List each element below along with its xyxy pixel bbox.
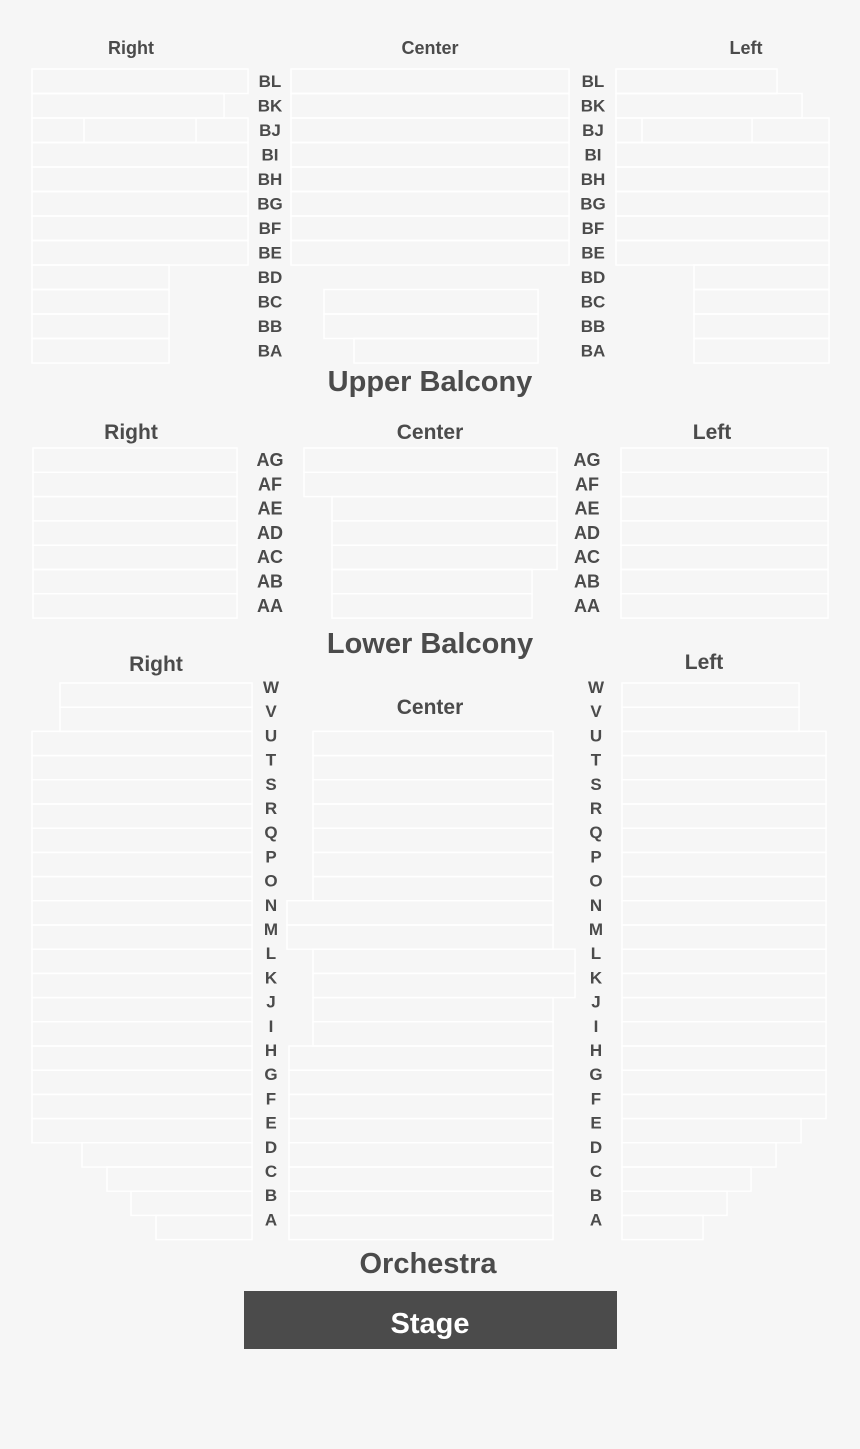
upper-left-row-BH[interactable] xyxy=(616,167,829,192)
upper-left-label-BJ: BJ xyxy=(582,121,604,140)
lower-center-row-AA[interactable] xyxy=(332,594,532,618)
orchestra-right-row-M[interactable] xyxy=(32,925,252,949)
lower-left-label-AG: AG xyxy=(573,450,601,470)
upper-left-row-BF[interactable] xyxy=(616,216,829,241)
upper-left-label-BL: BL xyxy=(581,72,605,91)
orchestra-left-row-S[interactable] xyxy=(622,780,826,804)
upper-right-row-BH[interactable] xyxy=(32,167,248,192)
orchestra-left-label-J: J xyxy=(591,992,601,1012)
upper-left-row-BE[interactable] xyxy=(616,241,829,266)
orchestra-left-row-U[interactable] xyxy=(622,731,826,755)
upper-center-row-BB[interactable] xyxy=(324,314,538,339)
orchestra-right-label-D: D xyxy=(264,1137,278,1157)
orchestra-header-center: Center xyxy=(396,696,464,719)
upper-right-row-BF[interactable] xyxy=(32,216,248,241)
upper-right-row-BL[interactable] xyxy=(32,69,248,94)
orchestra-right-row-K[interactable] xyxy=(32,973,252,997)
orchestra-right-row-J[interactable] xyxy=(32,998,252,1022)
orchestra-center-row-A[interactable] xyxy=(289,1215,553,1239)
lower-right-row-AF[interactable] xyxy=(33,472,237,496)
orchestra-left-row-O[interactable] xyxy=(622,877,826,901)
orchestra-left-row-C[interactable] xyxy=(622,1167,751,1191)
orchestra-center-row-I[interactable] xyxy=(313,1022,553,1046)
orchestra-right-label-F: F xyxy=(265,1089,277,1109)
lower-left-row-AA[interactable] xyxy=(621,594,828,618)
orchestra-left-row-R[interactable] xyxy=(622,804,826,828)
orchestra-left-row-P[interactable] xyxy=(622,852,826,876)
upper-left-label-BB: BB xyxy=(580,317,606,336)
upper-right-row-BE[interactable] xyxy=(32,241,248,266)
orchestra-center-row-O[interactable] xyxy=(313,877,553,901)
orchestra-left-label-T: T xyxy=(590,750,602,770)
orchestra-right-label-H: H xyxy=(264,1041,278,1060)
orchestra-right-label-S: S xyxy=(265,774,277,794)
orchestra-left-row-E[interactable] xyxy=(622,1119,801,1143)
orchestra-left-row-K[interactable] xyxy=(622,973,826,997)
lower-left-label-AD: AD xyxy=(574,522,600,543)
orchestra-left-label-F: F xyxy=(590,1089,602,1109)
upper-right-label-BD: BD xyxy=(257,268,283,287)
orchestra-center-row-Q[interactable] xyxy=(313,828,553,852)
orchestra-center-row-R[interactable] xyxy=(313,804,553,828)
upper-left-label-BG: BG xyxy=(580,194,606,214)
orchestra-left-row-N[interactable] xyxy=(622,901,826,925)
orchestra-title: Orchestra xyxy=(359,1248,497,1280)
upper-left-row-BA[interactable] xyxy=(694,339,829,364)
orchestra-left-label-H: H xyxy=(589,1041,603,1060)
orchestra-right-row-T[interactable] xyxy=(32,756,252,780)
upper-right-row-BD[interactable] xyxy=(32,265,169,290)
orchestra-center-row-E[interactable] xyxy=(289,1119,553,1143)
upper-center-row-BJ[interactable] xyxy=(291,118,569,143)
lower-right-label-AC: AC xyxy=(257,547,283,568)
orchestra-right-row-Q[interactable] xyxy=(32,828,252,852)
lower-balcony-title: Lower Balcony xyxy=(326,628,534,660)
upper-left-label-BC: BC xyxy=(580,292,606,312)
upper-right-label-BE: BE xyxy=(258,243,282,263)
upper-left-label-BA: BA xyxy=(580,341,606,361)
upper-left-label-BH: BH xyxy=(580,170,606,189)
upper-right-label-BF: BF xyxy=(258,219,282,238)
orchestra-left-label-I: I xyxy=(593,1016,599,1036)
lower-right-label-AE: AE xyxy=(257,498,283,519)
orchestra-center-row-T[interactable] xyxy=(313,756,553,780)
lower-right-row-AD[interactable] xyxy=(33,521,237,545)
orchestra-left-row-I[interactable] xyxy=(622,1022,826,1046)
orchestra-left-label-S: S xyxy=(590,774,602,794)
orchestra-right-label-C: C xyxy=(264,1162,278,1181)
orchestra-center-row-J[interactable] xyxy=(313,998,553,1022)
upper-center-row-BL[interactable] xyxy=(291,69,569,94)
lower-center-row-AB[interactable] xyxy=(332,570,532,594)
upper-center-row-BC[interactable] xyxy=(324,290,538,315)
orchestra-right-row-U[interactable] xyxy=(32,731,252,755)
orchestra-left-label-A: A xyxy=(589,1210,603,1230)
lower-left-label-AC: AC xyxy=(574,547,600,568)
orchestra-center-row-M[interactable] xyxy=(287,925,553,949)
upper-center-row-BG[interactable] xyxy=(291,192,569,217)
lower-right-label-AD: AD xyxy=(257,522,283,543)
lower-center-row-AF[interactable] xyxy=(304,472,557,496)
upper-left-row-BK[interactable] xyxy=(616,94,802,119)
upper-left-row-BJ[interactable] xyxy=(616,118,829,143)
orchestra-left-row-D[interactable] xyxy=(622,1143,776,1167)
orchestra-right-row-B[interactable] xyxy=(131,1191,252,1215)
upper-right-row-BI[interactable] xyxy=(32,143,248,168)
orchestra-left-row-M[interactable] xyxy=(622,925,826,949)
orchestra-left-row-F[interactable] xyxy=(622,1094,826,1118)
orchestra-right-label-I: I xyxy=(268,1016,274,1036)
lower-right-row-AA[interactable] xyxy=(33,594,237,618)
orchestra-right-label-T: T xyxy=(265,750,277,770)
upper-left-label-BD: BD xyxy=(580,268,606,287)
upper-left-label-BK: BK xyxy=(580,96,606,116)
orchestra-left-label-P: P xyxy=(590,847,602,867)
orchestra-header-left: Left xyxy=(684,651,724,674)
orchestra-right-label-G: G xyxy=(264,1065,278,1085)
upper-center-row-BK[interactable] xyxy=(291,94,569,119)
lower-right-label-AB: AB xyxy=(257,571,283,592)
orchestra-right-row-L[interactable] xyxy=(32,949,252,973)
lower-balcony-header-left: Left xyxy=(692,421,732,444)
orchestra-header-right: Right xyxy=(129,653,183,676)
upper-left-row-BD[interactable] xyxy=(694,265,829,290)
upper-center-row-BA[interactable] xyxy=(354,339,538,364)
orchestra-right-row-P[interactable] xyxy=(32,852,252,876)
lower-balcony-header-right: Right xyxy=(104,421,158,444)
orchestra-left-row-A[interactable] xyxy=(622,1215,703,1239)
upper-right-row-BJ-inner[interactable] xyxy=(84,118,196,143)
orchestra-left-label-C: C xyxy=(589,1162,603,1181)
orchestra-right-row-C[interactable] xyxy=(107,1167,252,1191)
lower-left-label-AA: AA xyxy=(574,595,600,616)
lower-left-row-AC[interactable] xyxy=(621,545,828,569)
orchestra-left-label-G: G xyxy=(589,1065,603,1085)
upper-right-row-BG[interactable] xyxy=(32,192,248,217)
stage-label: Stage xyxy=(390,1308,470,1340)
orchestra-right-label-L: L xyxy=(265,944,277,964)
lower-balcony-header-center: Center xyxy=(396,421,464,444)
orchestra-right-label-Q: Q xyxy=(264,823,278,843)
orchestra-left-label-N: N xyxy=(589,895,603,915)
lower-right-row-AC[interactable] xyxy=(33,545,237,569)
orchestra-center-row-D[interactable] xyxy=(289,1143,553,1167)
orchestra-right-label-E: E xyxy=(265,1113,277,1133)
orchestra-left-label-E: E xyxy=(590,1113,602,1133)
upper-right-label-BK: BK xyxy=(257,96,283,116)
lower-left-label-AF: AF xyxy=(575,474,599,495)
orchestra-right-row-R[interactable] xyxy=(32,804,252,828)
lower-left-row-AE[interactable] xyxy=(621,497,828,521)
orchestra-left-label-W: W xyxy=(587,678,605,697)
upper-balcony-header-center: Center xyxy=(401,38,459,58)
upper-left-row-BB[interactable] xyxy=(694,314,829,339)
lower-center-row-AG[interactable] xyxy=(304,448,557,472)
lower-left-label-AE: AE xyxy=(574,498,600,519)
upper-right-row-BA[interactable] xyxy=(32,339,169,364)
orchestra-left-label-B: B xyxy=(589,1186,603,1206)
upper-center-row-BI[interactable] xyxy=(291,143,569,168)
lower-right-label-AG: AG xyxy=(256,450,284,470)
orchestra-left-label-K: K xyxy=(589,968,603,988)
orchestra-right-label-V: V xyxy=(265,702,277,722)
orchestra-right-row-W[interactable] xyxy=(60,683,252,707)
lower-left-row-AG[interactable] xyxy=(621,448,828,472)
upper-left-row-BL[interactable] xyxy=(616,69,777,94)
upper-balcony-header-right: Right xyxy=(108,38,154,58)
upper-center-row-BE[interactable] xyxy=(291,241,569,266)
orchestra-right-row-S[interactable] xyxy=(32,780,252,804)
upper-left-row-BG[interactable] xyxy=(616,192,829,217)
orchestra-right-label-M: M xyxy=(263,920,279,939)
orchestra-right-label-B: B xyxy=(264,1186,278,1206)
upper-right-label-BJ: BJ xyxy=(259,121,281,140)
orchestra-right-row-N[interactable] xyxy=(32,901,252,925)
orchestra-right-row-G[interactable] xyxy=(32,1070,252,1094)
orchestra-right-row-F[interactable] xyxy=(32,1094,252,1118)
orchestra-center-row-P[interactable] xyxy=(313,852,553,876)
upper-left-row-BJ-inner[interactable] xyxy=(642,118,752,143)
upper-left-label-BE: BE xyxy=(581,243,605,263)
orchestra-left-label-O: O xyxy=(589,871,603,891)
orchestra-left-label-V: V xyxy=(590,702,602,722)
upper-left-row-BI[interactable] xyxy=(616,143,829,168)
orchestra-right-row-V[interactable] xyxy=(60,707,252,731)
orchestra-right-label-J: J xyxy=(266,992,276,1012)
lower-right-row-AE[interactable] xyxy=(33,497,237,521)
orchestra-left-row-V[interactable] xyxy=(622,707,799,731)
upper-right-label-BI: BI xyxy=(261,145,279,165)
orchestra-center-row-K[interactable] xyxy=(313,973,575,997)
lower-left-row-AF[interactable] xyxy=(621,472,828,496)
orchestra-center-row-L[interactable] xyxy=(313,949,575,973)
upper-left-label-BI: BI xyxy=(584,145,602,165)
lower-right-row-AB[interactable] xyxy=(33,570,237,594)
orchestra-left-label-U: U xyxy=(589,726,603,746)
lower-left-row-AB[interactable] xyxy=(621,570,828,594)
upper-balcony-title: Upper Balcony xyxy=(327,366,533,398)
orchestra-center-row-B[interactable] xyxy=(289,1191,553,1215)
orchestra-left-label-L: L xyxy=(590,944,602,964)
lower-left-row-AD[interactable] xyxy=(621,521,828,545)
orchestra-right-label-U: U xyxy=(264,726,278,746)
orchestra-left-label-Q: Q xyxy=(589,823,603,843)
orchestra-center-row-C[interactable] xyxy=(289,1167,553,1191)
upper-center-row-BH[interactable] xyxy=(291,167,569,192)
lower-center-row-AC[interactable] xyxy=(332,545,557,569)
orchestra-left-row-L[interactable] xyxy=(622,949,826,973)
lower-center-row-AD[interactable] xyxy=(332,521,557,545)
lower-left-label-AB: AB xyxy=(574,571,600,592)
upper-center-row-BF[interactable] xyxy=(291,216,569,241)
orchestra-right-row-A[interactable] xyxy=(156,1215,252,1239)
upper-left-row-BC[interactable] xyxy=(694,290,829,315)
upper-right-label-BB: BB xyxy=(257,317,283,336)
lower-right-label-AA: AA xyxy=(257,595,283,616)
orchestra-right-row-I[interactable] xyxy=(32,1022,252,1046)
orchestra-left-label-D: D xyxy=(589,1137,603,1157)
orchestra-left-label-R: R xyxy=(589,799,603,818)
upper-right-label-BA: BA xyxy=(257,341,283,361)
upper-right-label-BL: BL xyxy=(258,72,282,91)
orchestra-left-row-T[interactable] xyxy=(622,756,826,780)
upper-right-label-BH: BH xyxy=(257,170,283,189)
orchestra-right-label-R: R xyxy=(264,799,278,818)
orchestra-center-row-N[interactable] xyxy=(287,901,553,925)
orchestra-center-row-S[interactable] xyxy=(313,780,553,804)
orchestra-center-row-F[interactable] xyxy=(289,1094,553,1118)
orchestra-center-row-U[interactable] xyxy=(313,731,553,755)
orchestra-right-label-P: P xyxy=(265,847,277,867)
upper-balcony-header-left: Left xyxy=(729,38,763,58)
orchestra-right-label-O: O xyxy=(264,871,278,891)
orchestra-center-row-G[interactable] xyxy=(289,1070,553,1094)
lower-right-label-AF: AF xyxy=(258,474,282,495)
orchestra-left-row-H[interactable] xyxy=(622,1046,826,1070)
orchestra-right-row-H[interactable] xyxy=(32,1046,252,1070)
orchestra-left-row-W[interactable] xyxy=(622,683,799,707)
upper-right-row-BB[interactable] xyxy=(32,314,169,339)
lower-right-row-AG[interactable] xyxy=(33,448,237,472)
orchestra-right-row-D[interactable] xyxy=(82,1143,252,1167)
lower-center-row-AE[interactable] xyxy=(332,497,557,521)
orchestra-left-row-B[interactable] xyxy=(622,1191,727,1215)
orchestra-left-row-Q[interactable] xyxy=(622,828,826,852)
upper-left-label-BF: BF xyxy=(581,219,605,238)
upper-right-row-BC[interactable] xyxy=(32,290,169,315)
orchestra-right-row-E[interactable] xyxy=(32,1119,252,1143)
orchestra-left-row-J[interactable] xyxy=(622,998,826,1022)
orchestra-right-label-A: A xyxy=(264,1210,278,1230)
orchestra-right-label-K: K xyxy=(264,968,278,988)
orchestra-left-label-M: M xyxy=(588,920,604,939)
upper-right-row-BK[interactable] xyxy=(32,94,224,119)
upper-right-label-BC: BC xyxy=(257,292,283,312)
orchestra-left-row-G[interactable] xyxy=(622,1070,826,1094)
upper-right-row-BJ[interactable] xyxy=(32,118,248,143)
upper-right-label-BG: BG xyxy=(257,194,283,214)
orchestra-right-row-O[interactable] xyxy=(32,877,252,901)
orchestra-right-label-N: N xyxy=(264,895,278,915)
orchestra-right-label-W: W xyxy=(262,678,280,697)
orchestra-center-row-H[interactable] xyxy=(289,1046,553,1070)
